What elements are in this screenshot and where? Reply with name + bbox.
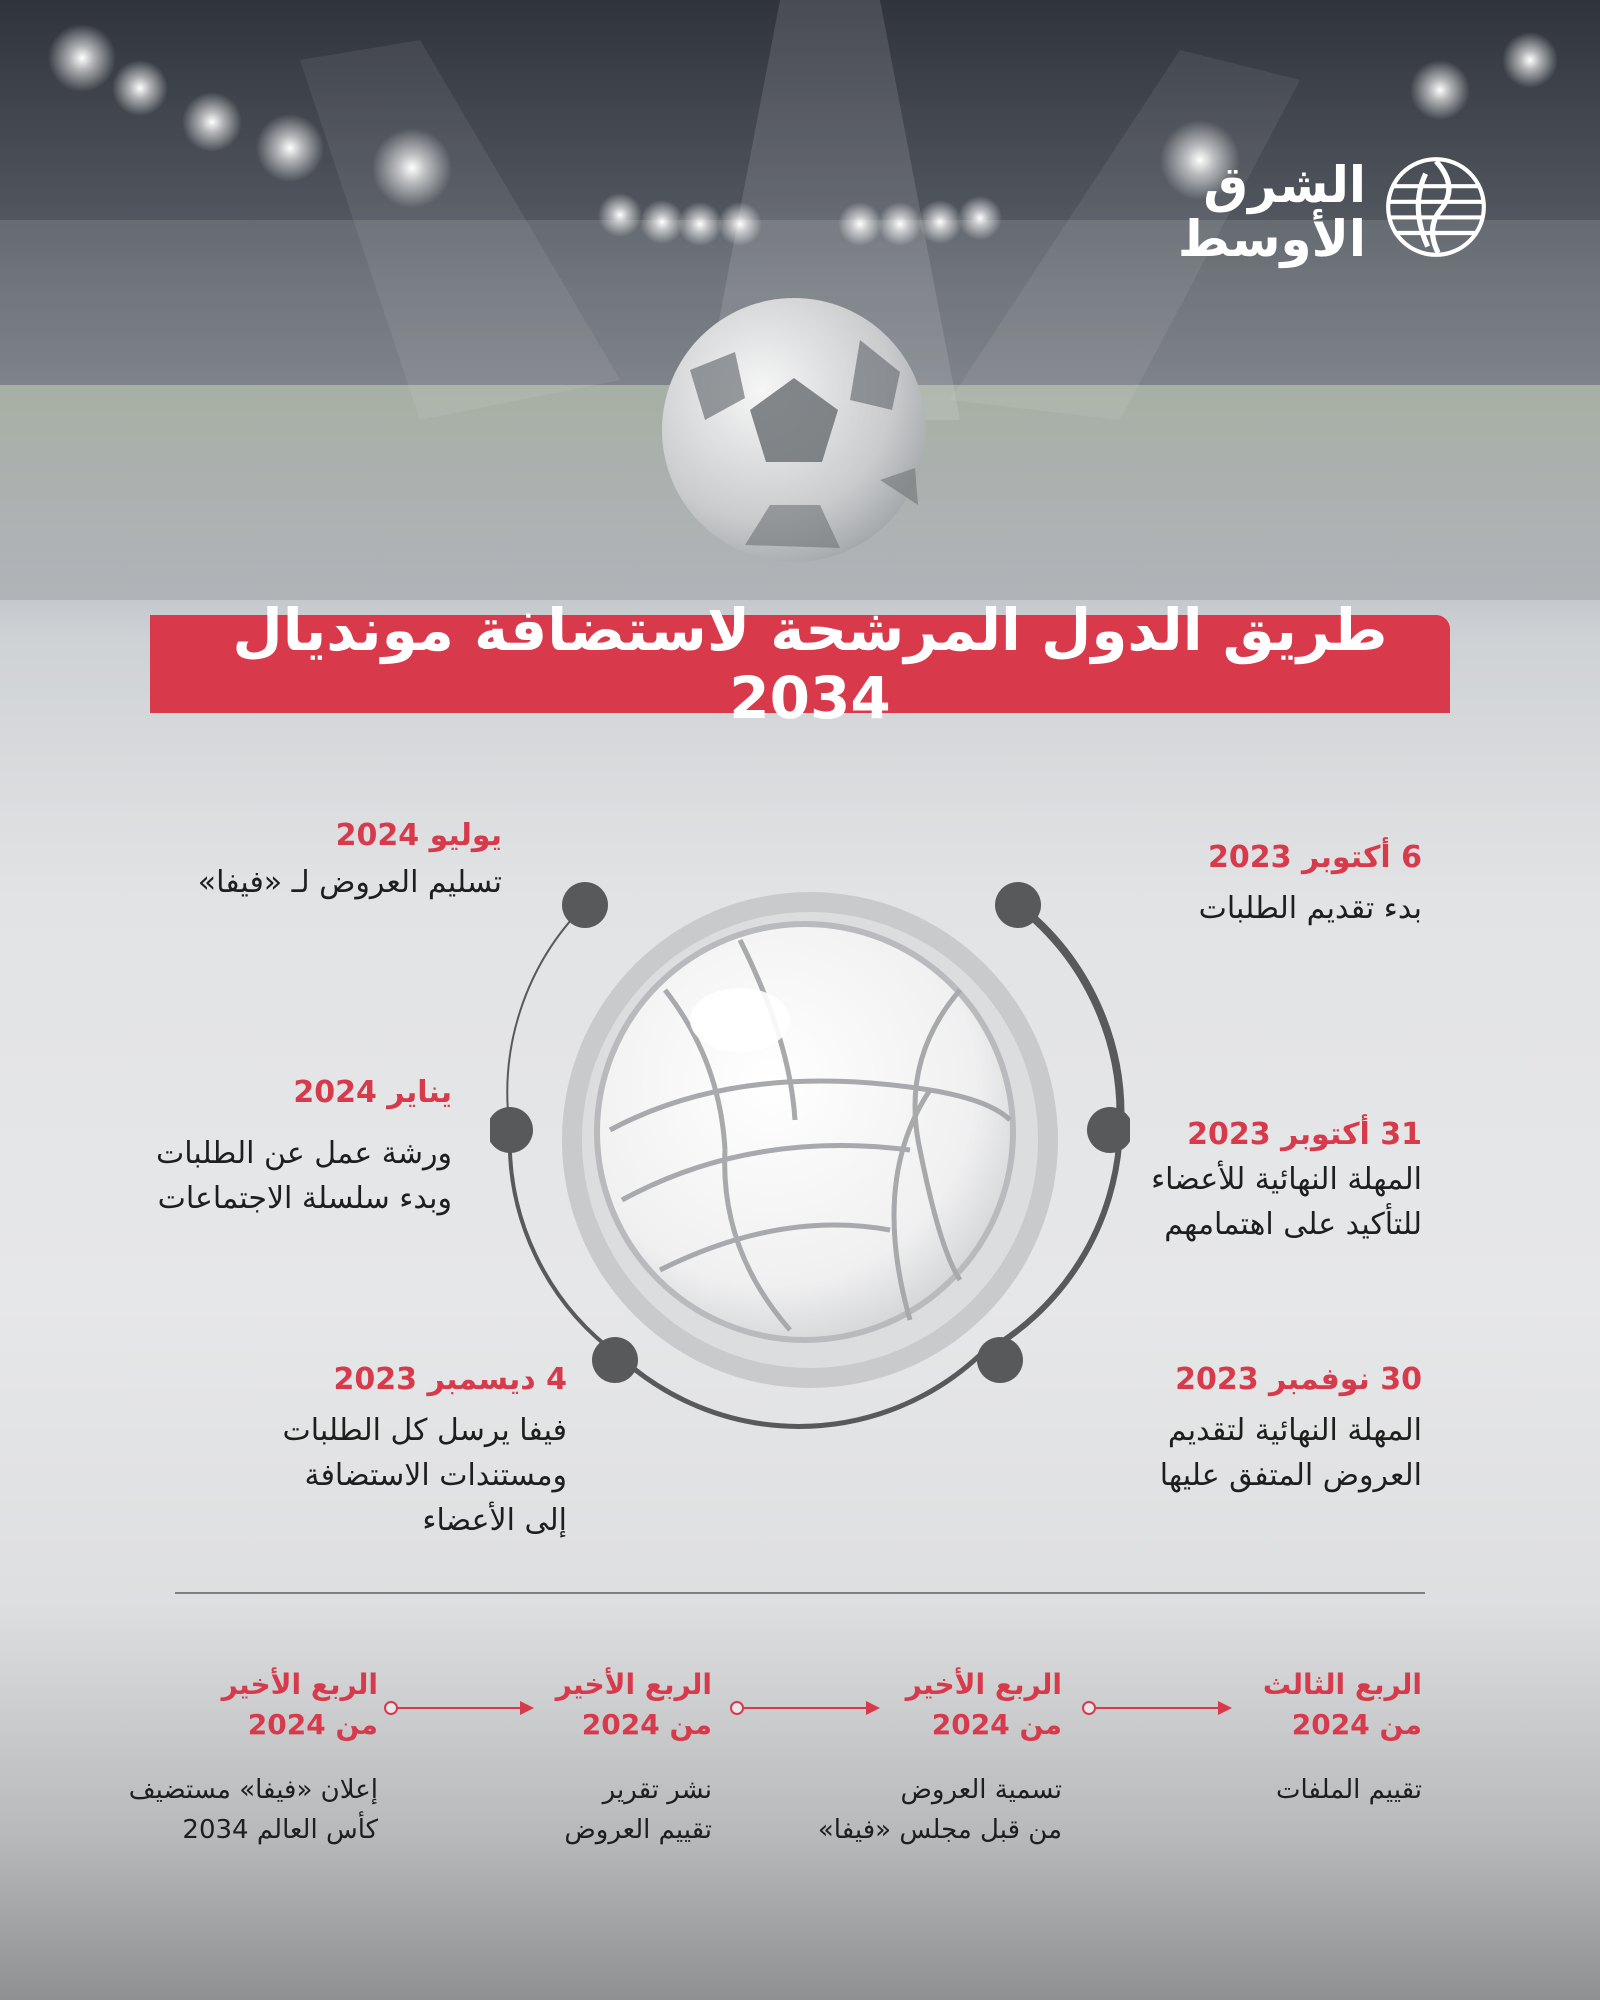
- timeline-event: [1062, 1115, 1422, 1247]
- timeline-node-6: [562, 882, 608, 928]
- title-banner: [150, 596, 1450, 732]
- timeline-node-5: [490, 1107, 533, 1153]
- timeline-node-4: [592, 1337, 638, 1383]
- event-description: ورشة عمل عن الطلبات وبدء سلسلة الاجتماعات: [156, 1136, 452, 1216]
- phase-period: الربع الأخير من 2024: [905, 1668, 1062, 1741]
- timeline-node-3: [977, 1337, 1023, 1383]
- event-description: بدء تقديم الطلبات: [1198, 891, 1422, 926]
- timeline-event: [92, 1073, 452, 1221]
- timeline-node-1: [995, 882, 1041, 928]
- event-date: يناير 2024: [293, 1075, 452, 1110]
- event-description: تسليم العروض لـ «فيفا»: [197, 865, 502, 900]
- page-title: طريق الدول المرشحة لاستضافة مونديال 2034: [232, 596, 1388, 732]
- event-description: المهلة النهائية لتقديم العروض المتفق عليها: [1159, 1413, 1422, 1493]
- phase-item: [78, 1665, 378, 1850]
- logo-line-1: الشرق: [1203, 156, 1366, 214]
- phase-item: [1162, 1665, 1422, 1810]
- phase-period: الربع الثالث من 2024: [1262, 1668, 1422, 1741]
- timeline-event: [1092, 838, 1422, 931]
- phase-item: [432, 1665, 712, 1850]
- timeline-event: [207, 1360, 567, 1543]
- timeline-ring: [490, 850, 1130, 1470]
- brand-logo: [1168, 150, 1488, 270]
- arrow-left-icon: [1082, 1698, 1232, 1718]
- event-date: 31 أكتوبر 2023: [1187, 1117, 1422, 1152]
- volleyball-icon: [562, 892, 1058, 1388]
- phase-description: تقييم الملفات: [1276, 1775, 1422, 1805]
- arrow-left-icon: [730, 1698, 880, 1718]
- logo-line-2: الأوسط: [1177, 210, 1366, 268]
- stadium-background: [0, 0, 1600, 600]
- football-icon: [662, 298, 926, 562]
- phase-description: نشر تقرير تقييم العروض: [564, 1775, 712, 1845]
- event-description: المهلة النهائية للأعضاء للتأكيد على اهتمامهم: [1151, 1162, 1422, 1242]
- phase-item: [762, 1665, 1062, 1850]
- timeline-event: [1062, 1360, 1422, 1498]
- event-date: 30 نوفمبر 2023: [1175, 1362, 1422, 1397]
- event-date: 4 ديسمبر 2023: [333, 1362, 567, 1397]
- section-divider: [175, 1592, 1425, 1594]
- event-date: يوليو 2024: [335, 818, 502, 853]
- phase-period: الربع الأخير من 2024: [555, 1668, 712, 1741]
- logo-wordmark: [1178, 158, 1366, 266]
- event-date: 6 أكتوبر 2023: [1208, 840, 1422, 875]
- timeline-event: [122, 816, 502, 905]
- arrow-left-icon: [384, 1698, 534, 1718]
- phase-description: إعلان «فيفا» مستضيف كأس العالم 2034: [128, 1775, 378, 1845]
- phase-description: تسمية العروض من قبل مجلس «فيفا»: [817, 1775, 1062, 1845]
- globe-logo-icon: [1384, 155, 1488, 259]
- event-description: فيفا يرسل كل الطلبات ومستندات الاستضافة إلى الأعضاء: [282, 1413, 567, 1538]
- phase-period: الربع الأخير من 2024: [221, 1668, 378, 1741]
